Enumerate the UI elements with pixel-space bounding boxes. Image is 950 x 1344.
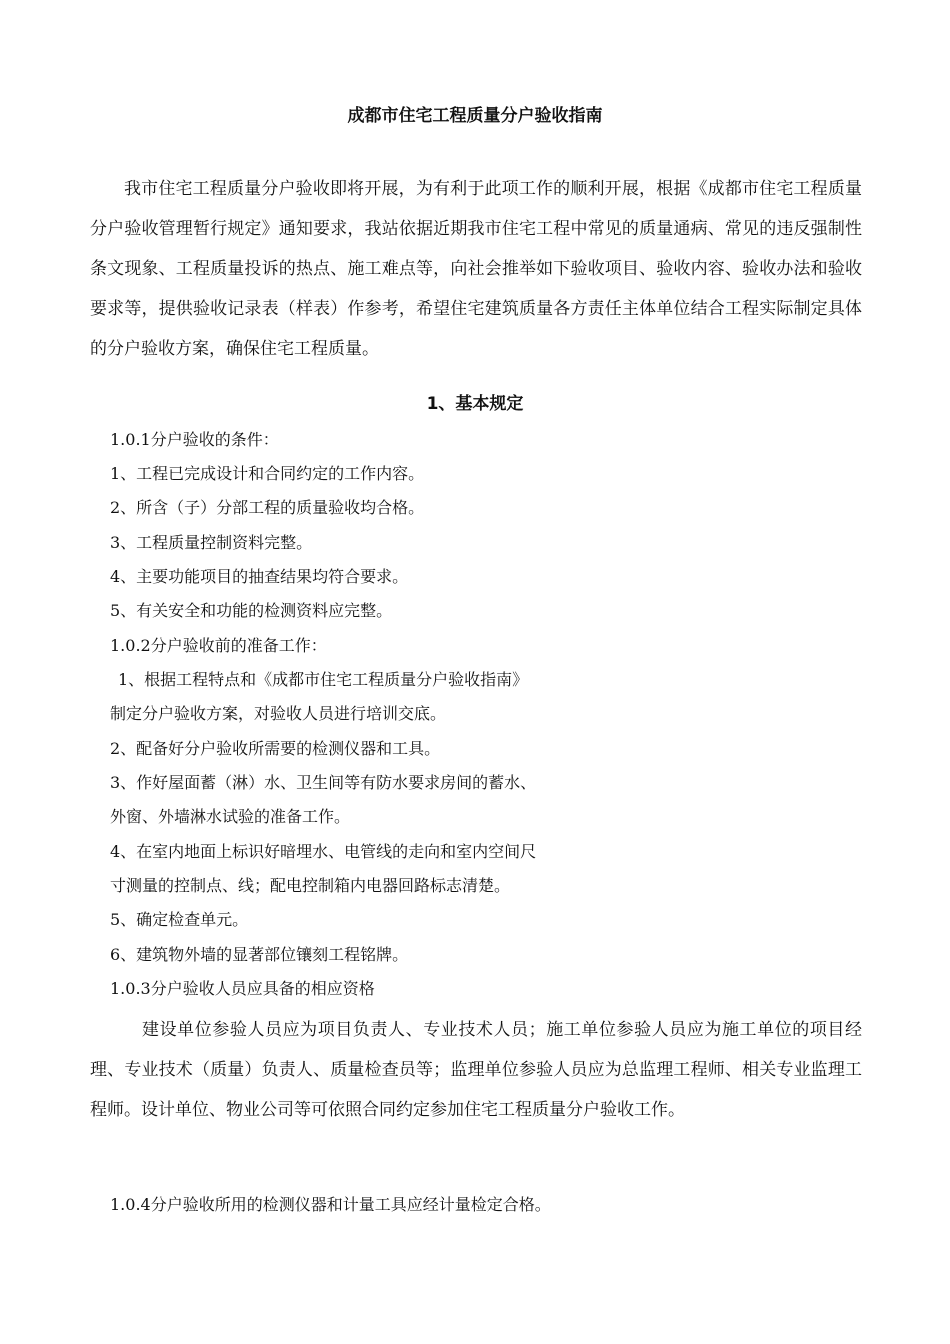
list-item: 4、主要功能项目的抽查结果均符合要求。 [110,567,409,586]
intro-paragraph: 我市住宅工程质量分户验收即将开展，为有利于此项工作的顺利开展，根据《成都市住宅工程质量分户验收管理暂行规定》通知要求，我站依据近期我市住宅工程中常见的质量通病、常见的违反强制性条文现象、工程质量投诉的热点、施工难点等，向社会推举如下验收项目、验收内容、验收办法和验收要求等，提供验收记录表（样表）作参考，希望住宅建筑质量各方责任主体单位结合工程实际制定具体的分户验收方案，确保住宅工程质量。 [90,179,862,359]
list-item: 5、有关安全和功能的检测资料应完整。 [110,601,393,620]
document-title: 成都市住宅工程质量分户验收指南 [347,106,603,126]
list-item: 3、工程质量控制资料完整。 [110,533,313,552]
clause-1-0-3-paragraph: 建设单位参验人员应为项目负责人、专业技术人员；施工单位参验人员应为施工单位的项目经理、专业技术（质量）负责人、质量检查员等；监理单位参验人员应为总监理工程师、相关专业监理工程师。设计单位、物业公司等可依照合同约定参加住宅工程质量分户验收工作。 [90,1020,862,1120]
section-heading-basic-rules: 1、基本规定 [426,394,524,414]
list-item: 3、作好屋面蓄（淋）水、卫生间等有防水要求房间的蓄水、 [110,773,537,792]
list-item: 2、配备好分户验收所需要的检测仪器和工具。 [110,739,441,758]
list-item-continuation: 外窗、外墙淋水试验的准备工作。 [110,807,351,826]
list-item: 5、确定检查单元。 [110,910,249,929]
clause-1-0-4-line: 1.0.4分户验收所用的检测仪器和计量工具应经计量检定合格。 [110,1195,551,1214]
clause-1-0-2-heading: 1.0.2分户验收前的准备工作： [110,636,327,655]
list-item: 2、所含（子）分部工程的质量验收均合格。 [110,498,425,517]
list-item: 6、建筑物外墙的显著部位镶刻工程铭牌。 [110,945,409,964]
clause-1-0-1-heading: 1.0.1分户验收的条件： [110,430,279,449]
list-item: 4、在室内地面上标识好暗埋水、电管线的走向和室内空间尺 [110,842,537,861]
list-item-continuation: 寸测量的控制点、线；配电控制箱内电器回路标志清楚。 [110,876,511,895]
list-item-continuation: 制定分户验收方案，对验收人员进行培训交底。 [110,704,447,723]
list-item: 1、工程已完成设计和合同约定的工作内容。 [110,464,425,483]
list-item: 1、根据工程特点和《成都市住宅工程质量分户验收指南》 [118,670,529,689]
clause-1-0-3-heading: 1.0.3分户验收人员应具备的相应资格 [110,979,375,998]
